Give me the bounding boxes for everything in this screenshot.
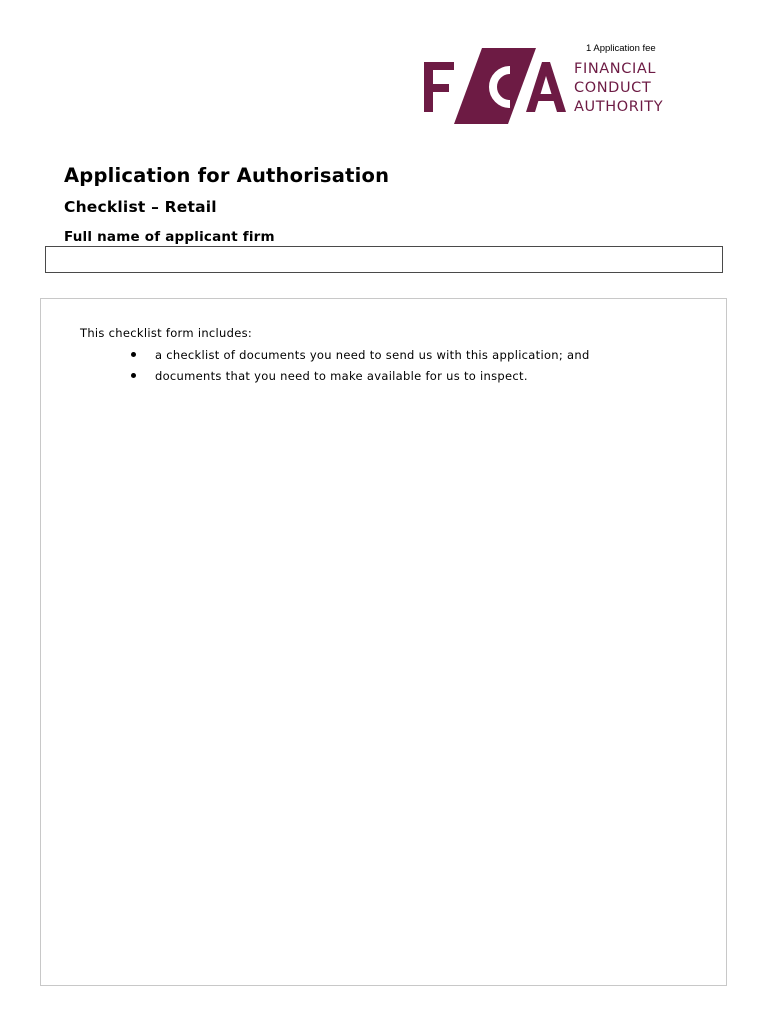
logo-text-line-2: CONDUCT: [574, 80, 652, 96]
document-subtitle: Checklist – Retail: [64, 198, 217, 216]
checklist-bullets: [131, 345, 590, 387]
bullet-text: documents that you need to make available for us to inspect.: [155, 369, 528, 383]
checklist-content-box: [40, 298, 727, 986]
document-title: Application for Authorisation: [64, 164, 390, 187]
fca-logo-mark: [424, 48, 566, 124]
checklist-intro: This checklist form includes:: [80, 326, 253, 340]
firm-name-input[interactable]: [45, 246, 723, 273]
logo-text-line-3: AUTHORITY: [574, 99, 664, 115]
bullet-text: a checklist of documents you need to send us with this application; and: [155, 348, 590, 362]
fca-logo-text: [574, 60, 663, 117]
logo-text-line-1: FINANCIAL: [574, 61, 657, 77]
fca-logo: [424, 48, 680, 124]
section-label: 1 Application fee: [586, 43, 656, 54]
bullet-item: [131, 345, 590, 366]
bullet-icon: [131, 352, 136, 357]
firm-name-label: Full name of applicant firm: [64, 229, 275, 245]
bullet-item: [131, 366, 590, 387]
bullet-icon: [131, 373, 136, 378]
